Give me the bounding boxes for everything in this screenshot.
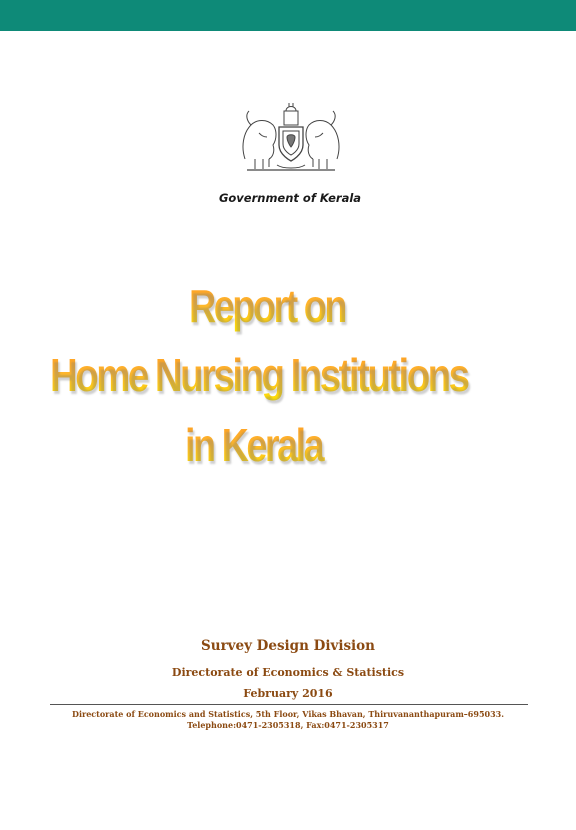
footer-contact: Telephone:0471-2305318, Fax:0471-2305317 [187, 720, 389, 730]
publication-date: February 2016 [243, 687, 333, 700]
directorate-name: Directorate of Economics & Statistics [171, 666, 405, 679]
footer-address: Directorate of Economics and Statistics, 5th Floor, Vikas Bhavan, Thiruvananthapuram–695033. [72, 709, 504, 719]
header-band [0, 0, 576, 31]
kerala-state-emblem-icon [237, 97, 345, 175]
government-title: Government of Kerala [218, 191, 362, 205]
report-title-line-2: Home Nursing Institutions [50, 348, 531, 402]
report-title-line-3: in Kerala [185, 418, 576, 472]
division-name: Survey Design Division [201, 638, 375, 654]
footer-divider [50, 704, 528, 705]
report-title-line-1: Report on [189, 279, 576, 333]
